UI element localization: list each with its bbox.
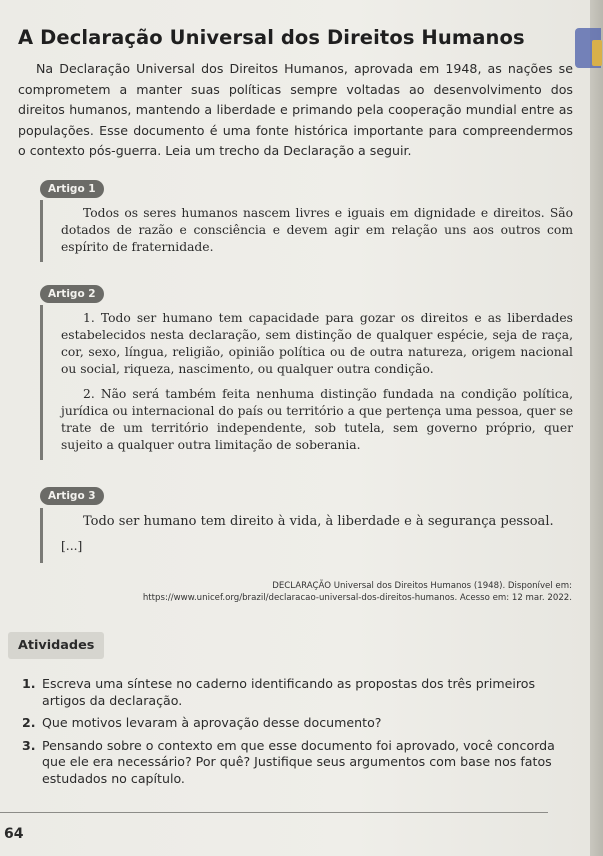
article-2-paragraph-2: 2. Não será também feita nenhuma distinção fundada na condição política, jurídica ou internacional do país ou território a que pertença uma pessoa, quer se trate de um território independente, sob tutela, sem governo próprio, quer sujeito a qualquer outra limitação de soberania. xyxy=(61,387,573,452)
article-3-badge: Artigo 3 xyxy=(40,487,104,505)
article-3-ellipsis: [...] xyxy=(61,539,83,553)
footer-divider xyxy=(0,812,548,813)
activity-item xyxy=(22,676,570,709)
activity-text: Pensando sobre o contexto em que esse documento foi aprovado, você concorda que ele era necessário? Por quê? Justifique seus argumentos com base nos fatos estudados no capítulo. xyxy=(42,737,555,786)
article-3-box xyxy=(40,508,573,563)
article-1-badge: Artigo 1 xyxy=(40,180,104,198)
article-2-badge: Artigo 2 xyxy=(40,285,104,303)
activities-list xyxy=(22,676,570,793)
article-2-box xyxy=(40,305,573,460)
article-1-text: Todos os seres humanos nascem livres e iguais em dignidade e direitos. São dotados de razão e consciência e devem agir em relação uns aos outros com espírito de fraternidade. xyxy=(61,206,573,254)
activity-text: Escreva uma síntese no caderno identificando as propostas dos três primeiros artigos da declaração. xyxy=(42,676,536,708)
intro-paragraph: Na Declaração Universal dos Direitos Humanos, aprovada em 1948, as nações se comprometem a manter suas políticas sempre voltadas ao desenvolvimento dos direitos humanos, mantendo a liberdade e primando pela cooperação mundial entre as populações. Esse documento é uma fonte histórica importante para compreendermos o contexto pós-guerra. Leia um trecho da Declaração a seguir. xyxy=(18,61,573,158)
article-2-paragraph-1: 1. Todo ser humano tem capacidade para gozar os direitos e as liberdades estabelecidos nesta declaração, sem distinção de qualquer espécie, seja de raça, cor, sexo, língua, religião, opinião política ou de outra natureza, origem nacional ou social, riqueza, nascimento, ou qualquer outra condição. xyxy=(61,311,573,376)
activity-item xyxy=(22,738,570,788)
page-number: 64 xyxy=(4,826,24,842)
source-citation: DECLARAÇÃO Universal dos Direitos Humanos (1948). Disponível em: https://www.unicef.org/brazil/declaracao-universal-dos-direitos-humanos. Acesso em: 12 mar. 2022. xyxy=(142,581,572,603)
page-title: A Declaração Universal dos Direitos Humanos xyxy=(18,26,525,49)
activity-item xyxy=(22,715,570,732)
article-1-box xyxy=(40,200,573,262)
article-3-text: Todo ser humano tem direito à vida, à liberdade e à segurança pessoal. xyxy=(83,514,554,529)
bookmark-tab-accent xyxy=(592,40,602,66)
activity-number: 3. xyxy=(22,737,36,753)
activity-text: Que motivos levaram à aprovação desse documento? xyxy=(42,715,382,730)
activity-number: 1. xyxy=(22,676,36,691)
activity-number: 2. xyxy=(22,715,36,730)
activities-title: Atividades xyxy=(8,632,104,659)
page-edge xyxy=(590,0,603,856)
